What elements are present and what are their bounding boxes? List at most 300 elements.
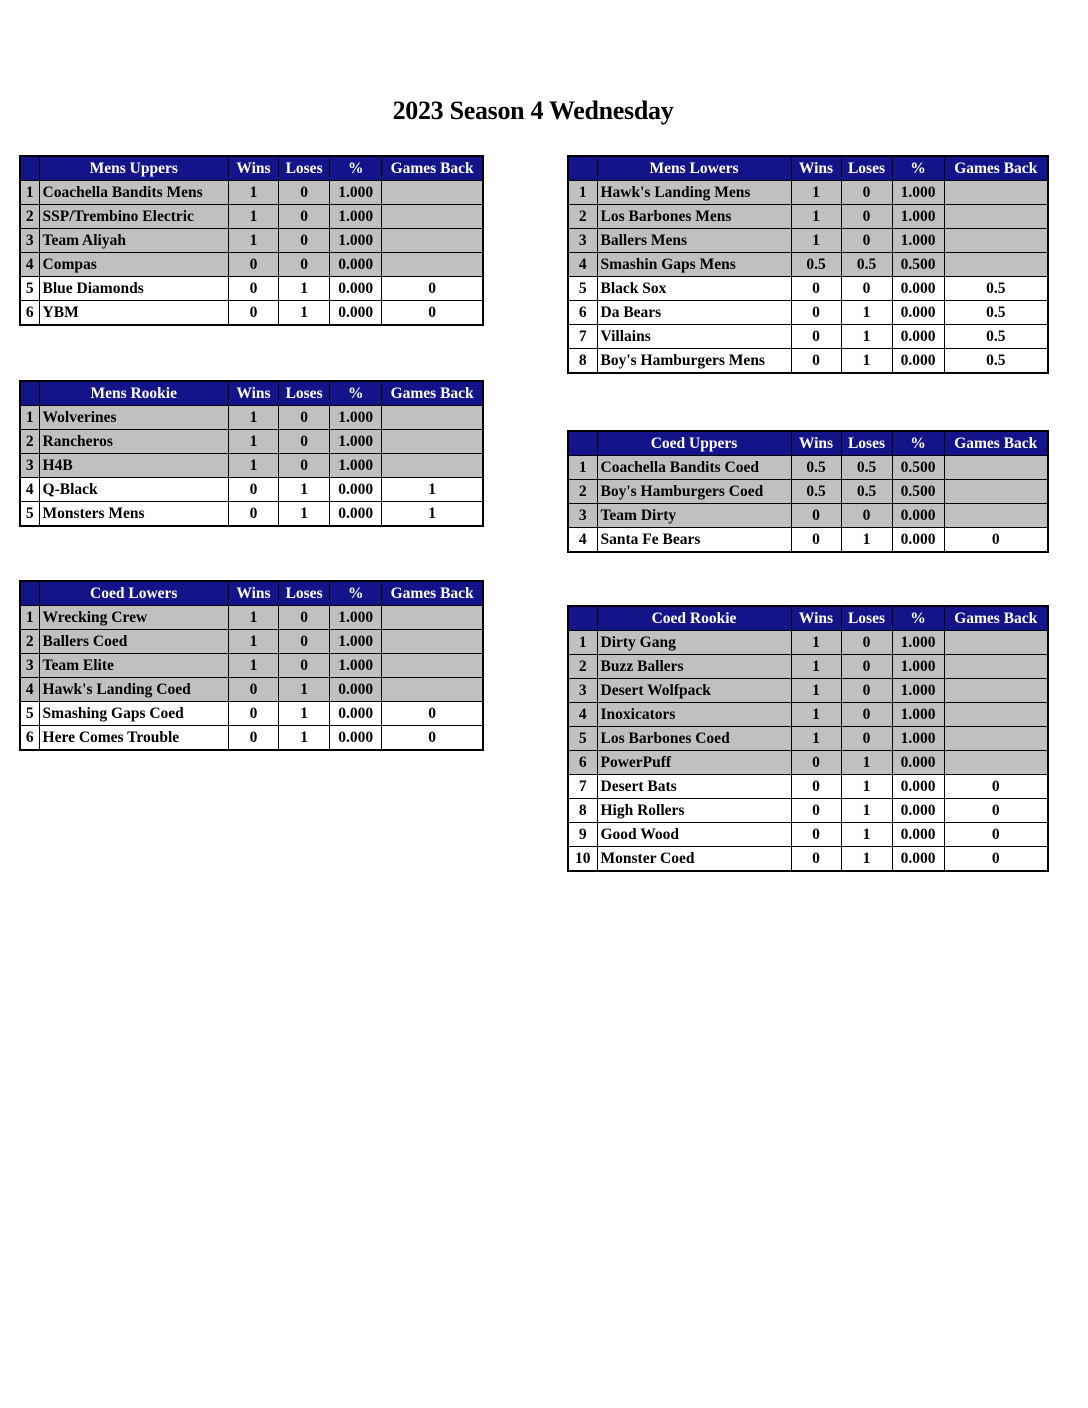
wins-cell: 0 [791, 823, 841, 847]
pct-cell: 0.000 [892, 823, 944, 847]
table-row [20, 702, 483, 726]
games-back-cell [944, 205, 1048, 229]
wins-cell: 1 [791, 655, 841, 679]
pct-cell: 0.000 [892, 847, 944, 872]
wins-cell: 1 [228, 430, 278, 454]
pct-cell: 1.000 [330, 229, 382, 253]
games-back-header: Games Back [944, 156, 1048, 181]
loses-cell: 1 [279, 277, 330, 301]
division-name: Coed Uppers [597, 431, 791, 456]
pct-cell: 0.000 [892, 751, 944, 775]
pct-cell: 0.000 [892, 325, 944, 349]
rank-header [568, 156, 597, 181]
pct-header: % [892, 156, 944, 181]
loses-cell: 0 [841, 703, 892, 727]
table-row [20, 277, 483, 301]
pct-cell: 1.000 [330, 181, 382, 205]
table-row [568, 504, 1048, 528]
table-row [568, 823, 1048, 847]
loses-header: Loses [279, 581, 330, 606]
table-row [568, 751, 1048, 775]
games-back-header: Games Back [382, 381, 483, 406]
pct-cell: 1.000 [330, 606, 382, 630]
table-row [568, 480, 1048, 504]
team-name: Wolverines [39, 406, 228, 430]
wins-cell: 1 [791, 631, 841, 655]
loses-cell: 0 [279, 229, 330, 253]
loses-cell: 1 [841, 847, 892, 872]
table-row [20, 630, 483, 654]
wins-cell: 0 [791, 277, 841, 301]
loses-cell: 0.5 [841, 480, 892, 504]
rank-cell: 2 [568, 205, 597, 229]
team-name: H4B [39, 454, 228, 478]
wins-cell: 1 [791, 727, 841, 751]
rank-header [20, 581, 39, 606]
division-name: Coed Lowers [39, 581, 228, 606]
rank-cell: 6 [568, 751, 597, 775]
wins-cell: 0 [791, 528, 841, 553]
team-name: Team Aliyah [39, 229, 228, 253]
team-name: Los Barbones Coed [597, 727, 791, 751]
loses-cell: 0 [841, 504, 892, 528]
games-back-header: Games Back [382, 156, 483, 181]
division-name: Mens Lowers [597, 156, 791, 181]
pct-cell: 0.000 [330, 726, 382, 751]
loses-cell: 1 [841, 775, 892, 799]
games-back-cell [944, 504, 1048, 528]
table-row [20, 654, 483, 678]
team-name: Inoxicators [597, 703, 791, 727]
wins-header: Wins [791, 156, 841, 181]
loses-cell: 0 [841, 229, 892, 253]
page-title: 2023 Season 4 Wednesday [392, 96, 674, 125]
loses-cell: 0 [841, 655, 892, 679]
games-back-cell [944, 456, 1048, 480]
pct-cell: 0.000 [892, 277, 944, 301]
pct-cell: 0.000 [892, 504, 944, 528]
loses-cell: 1 [279, 478, 330, 502]
rank-cell: 3 [568, 679, 597, 703]
division-name: Mens Rookie [39, 381, 228, 406]
rank-header [568, 431, 597, 456]
standings-table-coed-lowers [19, 580, 484, 751]
games-back-cell: 0 [944, 775, 1048, 799]
wins-header: Wins [228, 581, 278, 606]
games-back-cell: 0.5 [944, 301, 1048, 325]
team-name: Ballers Mens [597, 229, 791, 253]
pct-header: % [892, 606, 944, 631]
loses-cell: 0 [279, 654, 330, 678]
loses-cell: 0 [841, 277, 892, 301]
loses-cell: 0 [279, 181, 330, 205]
rank-cell: 3 [20, 654, 39, 678]
pct-cell: 1.000 [892, 229, 944, 253]
team-name: PowerPuff [597, 751, 791, 775]
table-row [568, 799, 1048, 823]
games-back-cell: 0 [382, 702, 483, 726]
games-back-cell [382, 253, 483, 277]
wins-cell: 0 [228, 678, 278, 702]
loses-cell: 1 [279, 726, 330, 751]
team-name: Rancheros [39, 430, 228, 454]
loses-cell: 0 [841, 631, 892, 655]
table-row [568, 528, 1048, 553]
rank-cell: 8 [568, 349, 597, 374]
rank-cell: 6 [568, 301, 597, 325]
rank-cell: 2 [20, 430, 39, 454]
games-back-cell [944, 253, 1048, 277]
wins-cell: 0 [791, 301, 841, 325]
wins-cell: 0 [228, 478, 278, 502]
pct-cell: 1.000 [330, 406, 382, 430]
team-name: Hawk's Landing Mens [597, 181, 791, 205]
games-back-cell: 0 [944, 823, 1048, 847]
wins-cell: 0 [791, 799, 841, 823]
wins-cell: 1 [228, 630, 278, 654]
wins-cell: 0 [228, 502, 278, 527]
loses-header: Loses [841, 156, 892, 181]
loses-cell: 0 [279, 253, 330, 277]
table-row [20, 502, 483, 527]
games-back-cell: 0.5 [944, 349, 1048, 374]
pct-cell: 0.000 [892, 349, 944, 374]
wins-cell: 1 [228, 205, 278, 229]
loses-cell: 1 [841, 751, 892, 775]
team-name: Blue Diamonds [39, 277, 228, 301]
team-name: Team Dirty [597, 504, 791, 528]
team-name: Santa Fe Bears [597, 528, 791, 553]
team-name: Ballers Coed [39, 630, 228, 654]
loses-cell: 1 [841, 349, 892, 374]
rank-cell: 1 [20, 406, 39, 430]
rank-cell: 1 [568, 456, 597, 480]
pct-cell: 1.000 [892, 679, 944, 703]
games-back-cell: 1 [382, 478, 483, 502]
table-row [568, 631, 1048, 655]
standings-table-coed-uppers [567, 430, 1049, 553]
table-row [568, 325, 1048, 349]
games-back-cell: 0.5 [944, 277, 1048, 301]
loses-header: Loses [841, 431, 892, 456]
wins-cell: 0 [228, 702, 278, 726]
pct-header: % [330, 581, 382, 606]
loses-cell: 0 [841, 679, 892, 703]
loses-cell: 1 [841, 325, 892, 349]
pct-cell: 0.500 [892, 480, 944, 504]
standings-table-mens-rookie [19, 380, 484, 527]
games-back-header: Games Back [944, 431, 1048, 456]
wins-cell: 1 [791, 205, 841, 229]
games-back-cell: 1 [382, 502, 483, 527]
rank-cell: 1 [20, 606, 39, 630]
team-name: Dirty Gang [597, 631, 791, 655]
games-back-cell [944, 480, 1048, 504]
loses-header: Loses [841, 606, 892, 631]
loses-cell: 1 [841, 799, 892, 823]
wins-cell: 0 [791, 847, 841, 872]
table-row [568, 349, 1048, 374]
rank-header [568, 606, 597, 631]
games-back-cell [382, 678, 483, 702]
table-row [568, 277, 1048, 301]
wins-cell: 1 [228, 654, 278, 678]
rank-cell: 4 [568, 703, 597, 727]
team-name: High Rollers [597, 799, 791, 823]
table-row [20, 726, 483, 751]
games-back-cell [944, 631, 1048, 655]
team-name: Boy's Hamburgers Coed [597, 480, 791, 504]
loses-header: Loses [279, 156, 330, 181]
rank-cell: 4 [20, 678, 39, 702]
rank-cell: 3 [20, 229, 39, 253]
team-name: YBM [39, 301, 228, 326]
games-back-cell: 0.5 [944, 325, 1048, 349]
games-back-cell [382, 654, 483, 678]
loses-cell: 1 [279, 702, 330, 726]
team-name: Coachella Bandits Coed [597, 456, 791, 480]
standings-table-mens-lowers [567, 155, 1049, 374]
loses-cell: 0 [279, 606, 330, 630]
team-name: Black Sox [597, 277, 791, 301]
wins-cell: 0.5 [791, 480, 841, 504]
loses-cell: 1 [279, 301, 330, 326]
rank-cell: 2 [568, 480, 597, 504]
games-back-cell [944, 229, 1048, 253]
pct-cell: 0.000 [330, 253, 382, 277]
rank-cell: 3 [568, 504, 597, 528]
wins-cell: 1 [228, 606, 278, 630]
team-name: Villains [597, 325, 791, 349]
loses-cell: 1 [279, 502, 330, 527]
wins-cell: 0 [791, 775, 841, 799]
loses-header: Loses [279, 381, 330, 406]
loses-cell: 0 [279, 430, 330, 454]
games-back-cell [382, 205, 483, 229]
pct-cell: 0.000 [330, 678, 382, 702]
table-row [568, 775, 1048, 799]
rank-cell: 4 [568, 528, 597, 553]
wins-cell: 1 [228, 229, 278, 253]
wins-header: Wins [228, 381, 278, 406]
rank-cell: 4 [20, 253, 39, 277]
table-row [20, 181, 483, 205]
pct-header: % [892, 431, 944, 456]
wins-cell: 0 [791, 504, 841, 528]
table-row [568, 205, 1048, 229]
wins-cell: 0 [791, 751, 841, 775]
rank-cell: 9 [568, 823, 597, 847]
pct-cell: 1.000 [892, 181, 944, 205]
pct-cell: 0.000 [330, 301, 382, 326]
rank-cell: 2 [20, 630, 39, 654]
team-name: Buzz Ballers [597, 655, 791, 679]
rank-cell: 3 [20, 454, 39, 478]
team-name: Good Wood [597, 823, 791, 847]
pct-cell: 0.000 [330, 277, 382, 301]
rank-cell: 4 [20, 478, 39, 502]
loses-cell: 0 [279, 406, 330, 430]
table-row [568, 679, 1048, 703]
table-row [568, 456, 1048, 480]
pct-cell: 0.000 [892, 301, 944, 325]
rank-cell: 6 [20, 301, 39, 326]
games-back-cell: 0 [382, 726, 483, 751]
table-row [568, 655, 1048, 679]
wins-cell: 1 [791, 181, 841, 205]
pct-cell: 0.000 [892, 799, 944, 823]
games-back-cell: 0 [944, 847, 1048, 872]
loses-cell: 1 [841, 301, 892, 325]
loses-cell: 0 [841, 205, 892, 229]
loses-cell: 0 [279, 630, 330, 654]
loses-cell: 0 [841, 181, 892, 205]
table-row [20, 253, 483, 277]
team-name: SSP/Trembino Electric [39, 205, 228, 229]
games-back-cell [944, 181, 1048, 205]
loses-cell: 0 [841, 727, 892, 751]
games-back-header: Games Back [382, 581, 483, 606]
games-back-header: Games Back [944, 606, 1048, 631]
rank-header [20, 381, 39, 406]
loses-cell: 0 [279, 205, 330, 229]
games-back-cell: 0 [382, 277, 483, 301]
wins-cell: 1 [791, 679, 841, 703]
table-row [20, 205, 483, 229]
team-name: Wrecking Crew [39, 606, 228, 630]
games-back-cell [382, 229, 483, 253]
wins-cell: 0 [228, 726, 278, 751]
rank-cell: 10 [568, 847, 597, 872]
table-row [20, 478, 483, 502]
rank-cell: 7 [568, 325, 597, 349]
team-name: Da Bears [597, 301, 791, 325]
team-name: Monster Coed [597, 847, 791, 872]
games-back-cell [382, 630, 483, 654]
pct-cell: 1.000 [892, 631, 944, 655]
loses-cell: 1 [841, 528, 892, 553]
pct-header: % [330, 156, 382, 181]
rank-cell: 2 [568, 655, 597, 679]
wins-cell: 1 [228, 454, 278, 478]
pct-cell: 0.000 [892, 775, 944, 799]
games-back-cell [944, 703, 1048, 727]
wins-header: Wins [228, 156, 278, 181]
table-row [568, 703, 1048, 727]
games-back-cell [382, 181, 483, 205]
division-name: Mens Uppers [39, 156, 228, 181]
pct-cell: 1.000 [892, 703, 944, 727]
loses-cell: 1 [279, 678, 330, 702]
rank-cell: 1 [568, 631, 597, 655]
rank-cell: 5 [20, 702, 39, 726]
rank-cell: 7 [568, 775, 597, 799]
pct-cell: 1.000 [330, 430, 382, 454]
standings-table-mens-uppers [19, 155, 484, 326]
team-name: Compas [39, 253, 228, 277]
pct-header: % [330, 381, 382, 406]
rank-cell: 5 [20, 277, 39, 301]
games-back-cell [944, 751, 1048, 775]
team-name: Desert Bats [597, 775, 791, 799]
rank-cell: 1 [20, 181, 39, 205]
table-row [568, 727, 1048, 751]
team-name: Here Comes Trouble [39, 726, 228, 751]
rank-cell: 5 [568, 277, 597, 301]
wins-cell: 1 [228, 406, 278, 430]
wins-cell: 0 [791, 325, 841, 349]
pct-cell: 0.000 [330, 702, 382, 726]
wins-header: Wins [791, 606, 841, 631]
team-name: Team Elite [39, 654, 228, 678]
table-row [568, 847, 1048, 872]
wins-cell: 0.5 [791, 253, 841, 277]
games-back-cell: 0 [382, 301, 483, 326]
table-row [20, 406, 483, 430]
division-name: Coed Rookie [597, 606, 791, 631]
team-name: Los Barbones Mens [597, 205, 791, 229]
games-back-cell [944, 727, 1048, 751]
wins-cell: 1 [228, 181, 278, 205]
rank-cell: 2 [20, 205, 39, 229]
pct-cell: 1.000 [330, 454, 382, 478]
wins-cell: 0 [791, 349, 841, 374]
pct-cell: 1.000 [330, 630, 382, 654]
team-name: Desert Wolfpack [597, 679, 791, 703]
games-back-cell [382, 406, 483, 430]
games-back-cell [382, 606, 483, 630]
table-row [568, 253, 1048, 277]
rank-cell: 5 [20, 502, 39, 527]
loses-cell: 0.5 [841, 253, 892, 277]
games-back-cell [382, 454, 483, 478]
games-back-cell [944, 679, 1048, 703]
pct-cell: 1.000 [892, 655, 944, 679]
loses-cell: 0.5 [841, 456, 892, 480]
team-name: Monsters Mens [39, 502, 228, 527]
wins-cell: 1 [791, 703, 841, 727]
team-name: Coachella Bandits Mens [39, 181, 228, 205]
table-row [20, 678, 483, 702]
pct-cell: 0.000 [330, 502, 382, 527]
pct-cell: 1.000 [330, 654, 382, 678]
pct-cell: 1.000 [892, 727, 944, 751]
pct-cell: 0.000 [330, 478, 382, 502]
rank-cell: 5 [568, 727, 597, 751]
team-name: Q-Black [39, 478, 228, 502]
team-name: Hawk's Landing Coed [39, 678, 228, 702]
rank-header [20, 156, 39, 181]
loses-cell: 0 [279, 454, 330, 478]
games-back-cell: 0 [944, 528, 1048, 553]
table-row [20, 454, 483, 478]
rank-cell: 4 [568, 253, 597, 277]
wins-cell: 0.5 [791, 456, 841, 480]
table-row [568, 301, 1048, 325]
rank-cell: 6 [20, 726, 39, 751]
standings-table-coed-rookie [567, 605, 1049, 872]
wins-cell: 0 [228, 277, 278, 301]
pct-cell: 0.000 [892, 528, 944, 553]
team-name: Smashin Gaps Mens [597, 253, 791, 277]
games-back-cell [382, 430, 483, 454]
rank-cell: 1 [568, 181, 597, 205]
games-back-cell [944, 655, 1048, 679]
wins-cell: 1 [791, 229, 841, 253]
table-row [20, 430, 483, 454]
table-row [20, 301, 483, 326]
table-row [568, 181, 1048, 205]
